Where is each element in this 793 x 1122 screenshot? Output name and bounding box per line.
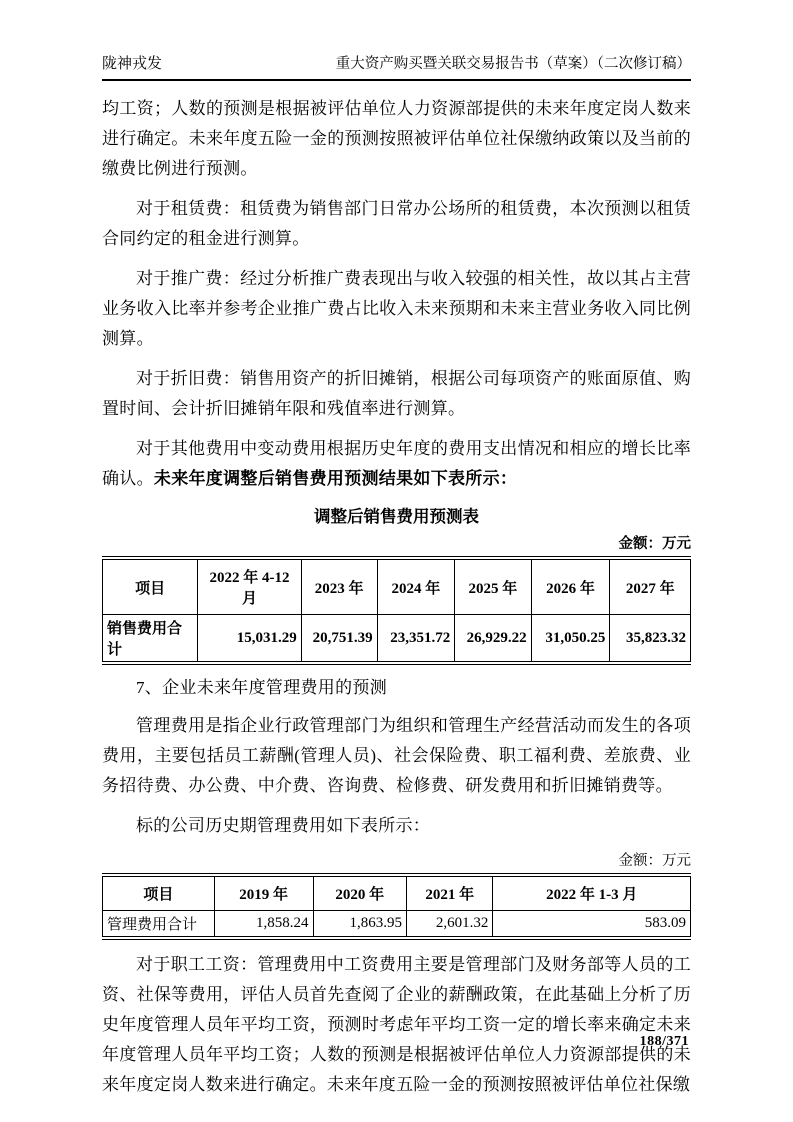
table1-header-2023: 2023 年: [301, 558, 377, 615]
paragraph-depreciation-fee: 对于折旧费：销售用资产的折旧摊销，根据公司每项资产的账面原值、购置时间、会计折旧摊销年限和残值率进行测算。: [102, 369, 691, 418]
table1-value-2026: 31,050.25: [531, 615, 610, 664]
table1-title: 调整后销售费用预测表: [314, 507, 479, 526]
table2-header-2021: 2021 年: [406, 875, 492, 911]
paragraph-rental-fee: 对于租赁费：租赁费为销售部门日常办公场所的租赁费，本次预测以租赁合同约定的租金进行测算。: [102, 199, 691, 248]
header-document-title: 重大资产购买暨关联交易报告书（草案）（二次修订稿）: [335, 56, 691, 72]
table2-unit-label: 金额：万元: [618, 853, 691, 869]
table1-value-2024: 23,351.72: [377, 615, 455, 664]
paragraph-admin-expense-definition: 管理费用是指企业行政管理部门为组织和管理生产经营活动而发生的各项费用，主要包括员工薪酬(管理人员)、社会保险费、职工福利费、差旅费、业务招待费、办公费、中介费、咨询费、检修费、研发费用和折旧摊销费等。: [102, 716, 691, 795]
table-row: [103, 615, 691, 664]
table-row: [103, 558, 691, 615]
table1-header-2022: 2022 年 4-12 月: [198, 558, 301, 615]
table2-value-2020: 1,863.95: [313, 911, 406, 939]
table-row: [103, 911, 691, 939]
paragraph-forecast-lead-in: 未来年度调整后销售费用预测结果如下表所示：: [153, 469, 518, 488]
paragraph-wages-continued: 均工资；人数的预测是根据被评估单位人力资源部提供的未来年度定岗人数来进行确定。未来年度五险一金的预测按照被评估单位社保缴纳政策以及当前的缴费比例进行预测。: [102, 99, 691, 178]
table1-header-item: 项目: [103, 558, 198, 615]
table2-value-2022q1: 583.09: [493, 911, 691, 939]
table2-header-2020: 2020 年: [313, 875, 406, 911]
table1-header-2027: 2027 年: [610, 558, 691, 615]
header-company-name: 陇神戎发: [102, 56, 163, 72]
table2-header-item: 项目: [103, 875, 215, 911]
paragraph-promotion-fee: 对于推广费：经过分析推广费表现出与收入较强的相关性，故以其占主营业务收入比率并参考企业推广费占比收入未来预期和未来主营业务收入同比例测算。: [102, 269, 691, 348]
table1-unit-label: 金额：万元: [618, 536, 691, 552]
document-body: [102, 94, 691, 1100]
table1-header-2025: 2025 年: [455, 558, 531, 615]
page-number: 188/371: [639, 1034, 689, 1049]
table2-value-2021: 2,601.32: [406, 911, 492, 939]
section-7-heading: 7、企业未来年度管理费用的预测: [136, 678, 387, 697]
table2-row-label: 管理费用合计: [103, 911, 215, 939]
sales-expense-forecast-table: [102, 556, 691, 665]
table1-value-2025: 26,929.22: [455, 615, 531, 664]
table1-header-2026: 2026 年: [531, 558, 610, 615]
table-row: [103, 875, 691, 911]
table2-header-2022q1: 2022 年 1-3 月: [493, 875, 691, 911]
table1-value-2022: 15,031.29: [198, 615, 301, 664]
paragraph-other-fees-text: 对于其他费用中变动费用根据历史年度的费用支出情况和相应的增长比率确认。: [102, 439, 691, 488]
table1-value-2027: 35,823.32: [610, 615, 691, 664]
table1-value-2023: 20,751.39: [301, 615, 377, 664]
table2-value-2019: 1,858.24: [214, 911, 313, 939]
page-header: [102, 54, 691, 81]
table1-header-2024: 2024 年: [377, 558, 455, 615]
paragraph-historical-admin-lead-in: 标的公司历史期管理费用如下表所示：: [136, 816, 431, 835]
paragraph-other-fees: [102, 434, 691, 494]
table2-header-2019: 2019 年: [214, 875, 313, 911]
historical-admin-expense-table: [102, 873, 691, 940]
table1-row-label: 销售费用合计: [103, 615, 198, 664]
paragraph-staff-wages: 对于职工工资：管理费用中工资费用主要是管理部门及财务部等人员的工资、社保等费用，评估人员首先查阅了企业的薪酬政策，在此基础上分析了历史年度管理人员年平均工资，预测时考虑年平均工资一定的增长率来确定未来年度管理人员年平均工资；人数的预测是根据被评估单位人力资源部提供的未来年度定岗人数来进行确定。未来年度五险一金的预测按照被评估单位社保缴: [102, 955, 691, 1094]
